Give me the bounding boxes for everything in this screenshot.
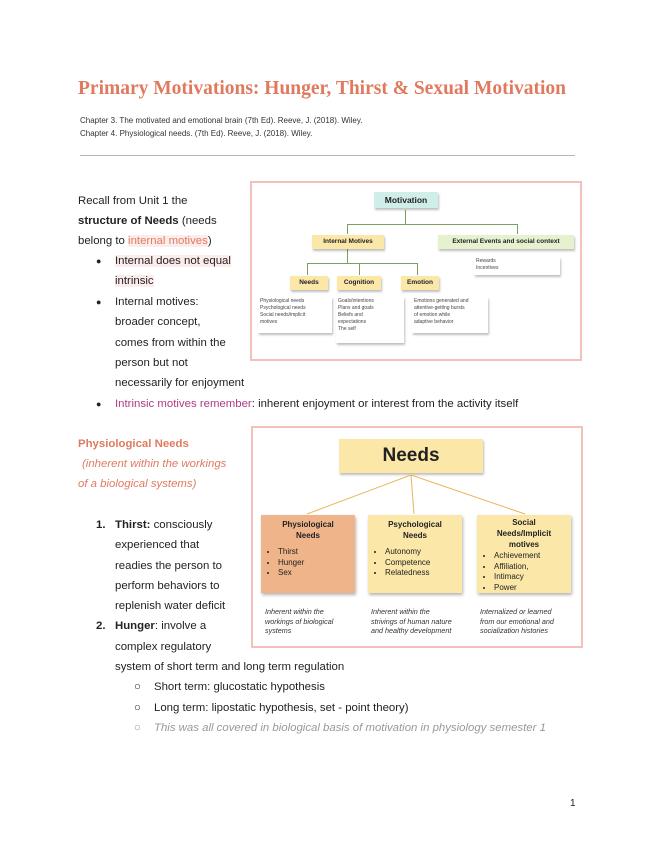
reference-chapter-3: Chapter 3. The motivated and emotional brain (7th Ed). Reeve, J. (2018). Wiley. <box>80 116 363 125</box>
thirst-line-3: readies the person to <box>115 560 223 572</box>
circle-bullet-icon: ○ <box>134 702 141 714</box>
connector <box>347 224 348 234</box>
connector <box>405 210 406 224</box>
structure-of-needs-text: structure of Needs <box>78 215 179 227</box>
external-events-box: External Events and social context <box>438 235 574 249</box>
long-term-bullet: Long term: lipostatic hypothesis, set - point theory) <box>154 702 409 714</box>
list-number-2: 2. <box>96 620 106 632</box>
cognition-list: Goals/intentions Plans and goals Beliefs and expectations The self <box>336 297 404 343</box>
bullet-icon: ● <box>96 399 102 409</box>
bullet-icon: ● <box>96 256 102 266</box>
external-note: Rewards Incentives <box>474 257 560 275</box>
recall-line-3: belong to internal motives) <box>78 235 212 247</box>
short-term-bullet: Short term: glucostatic hypothesis <box>154 681 325 693</box>
physiological-needs-subtitle-2: of a biological systems) <box>78 478 197 490</box>
hunger-line-1: Hunger: involve a <box>115 620 207 632</box>
needs-title-box: Needs <box>339 439 483 473</box>
internal-motives-line-3: comes from within the <box>115 337 226 349</box>
social-needs-column: Social Needs/Implicit motives • Achievement • Affiliation, • Intimacy • Power <box>477 515 571 593</box>
list-item: • Hunger <box>278 558 355 569</box>
physiological-needs-subtitle-1: (inherent within the workings <box>82 458 227 470</box>
bullet-internal-not-intrinsic: Internal does not equal <box>115 255 231 267</box>
connector <box>347 249 348 263</box>
needs-diagram <box>251 426 583 648</box>
social-caption: Internalized or learned from our emotional and socialization histories <box>480 607 554 635</box>
internal-motives-highlight: internal motives <box>128 235 208 247</box>
bullet-internal-not-intrinsic-2: intrinsic <box>115 275 154 287</box>
recall-line-2: structure of Needs (needs <box>78 215 217 227</box>
hunger-line-3: system of short term and long term regulation <box>115 661 345 673</box>
thirst-line-1: Thirst: consciously <box>115 519 213 531</box>
circle-bullet-icon: ○ <box>134 681 141 693</box>
list-item: • Intimacy <box>494 572 571 583</box>
hunger-line-2: complex regulatory <box>115 641 212 653</box>
list-item: • Competence <box>385 558 462 569</box>
physiological-needs-column: Physiological Needs • Thirst • Hunger • Sex <box>261 515 355 593</box>
list-item: • Relatedness <box>385 568 462 579</box>
thirst-line-5: replenish water deficit <box>115 600 226 612</box>
emotion-list: Emotions generated and attentive-getting bursts of emotion while adaptive behavior <box>412 297 488 333</box>
divider <box>80 155 575 156</box>
needs-list: Physiological needs Psychological needs Social needs/implicit motives <box>258 297 332 333</box>
internal-motives-line-5: necessarily for enjoyment <box>115 377 245 389</box>
list-item: • Autonomy <box>385 547 462 558</box>
internal-motives-box: Internal Motives <box>312 235 384 249</box>
page-title: Primary Motivations: Hunger, Thirst & Sexual Motivation <box>78 78 567 99</box>
covered-note: This was all covered in biological basis of motivation in physiology semester 1 <box>154 722 546 734</box>
list-number-1: 1. <box>96 519 106 531</box>
needs-box: Needs <box>290 276 328 290</box>
emotion-box: Emotion <box>401 276 439 290</box>
bullet-intrinsic-motives: Intrinsic motives remember: inherent enjoyment or interest from the activity itself <box>115 398 519 410</box>
connector <box>307 263 417 264</box>
list-item: • Thirst <box>278 547 355 558</box>
cognition-box: Cognition <box>337 276 381 290</box>
recall-line-1: Recall from Unit 1 the <box>78 195 188 207</box>
thirst-line-2: experienced that <box>115 539 200 551</box>
list-item: • Sex <box>278 568 355 579</box>
psychological-caption: Inherent within the strivings of human nature and healthy development <box>371 607 452 635</box>
list-item: • Achievement <box>494 551 571 562</box>
internal-motives-line-1: Internal motives: <box>115 296 199 308</box>
list-item: • Affiliation, <box>494 562 571 573</box>
bullet-icon: ● <box>96 297 102 307</box>
internal-motives-line-2: broader concept, <box>115 316 201 328</box>
reference-chapter-4: Chapter 4. Physiological needs. (7th Ed). Reeve, J. (2018). Wiley. <box>80 129 313 138</box>
physiological-needs-heading: Physiological Needs <box>78 438 189 450</box>
psychological-needs-column: Psychological Needs • Autonomy • Competence • Relatedness <box>368 515 462 593</box>
internal-motives-line-4: person but not <box>115 357 188 369</box>
connector <box>359 263 360 275</box>
list-item: • Power <box>494 583 571 594</box>
page-number: 1 <box>570 798 576 809</box>
circle-bullet-icon: ○ <box>134 722 141 734</box>
connector <box>417 263 418 275</box>
connector <box>517 224 518 234</box>
motivation-structure-diagram <box>250 181 582 361</box>
thirst-line-4: perform behaviors to <box>115 580 220 592</box>
connector <box>347 224 517 225</box>
motivation-box: Motivation <box>374 192 438 208</box>
physiological-caption: Inherent within the workings of biological systems <box>265 607 334 635</box>
connector <box>307 263 308 275</box>
